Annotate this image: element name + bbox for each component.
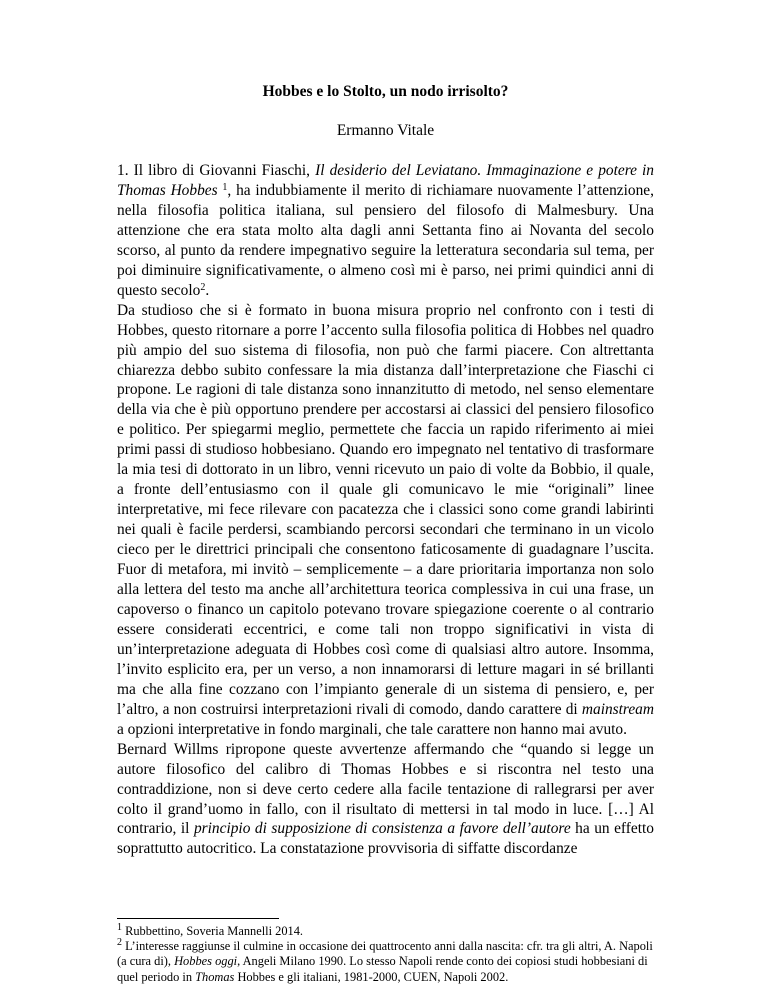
footnote-1-text: Rubbettino, Soveria Mannelli 2014. bbox=[122, 924, 304, 938]
footnote-2-italic-d: Thomas bbox=[195, 969, 235, 984]
footnote-2-text-c: , Angeli Milano 1990. Lo stesso Napoli rende conto dei copiosi studi hobbesiani di quel periodo in bbox=[117, 954, 648, 984]
paragraph-1-text-a: 1. Il libro di Giovanni Fiaschi, bbox=[117, 162, 316, 179]
author-name: Ermanno Vitale bbox=[336, 122, 435, 139]
paragraph-1-text-e: . bbox=[205, 281, 210, 299]
paragraph-2-text-end: a opzioni interpretative in fondo marginali, che tale carattere non hanno mai avuto. bbox=[117, 720, 627, 738]
paragraph-3-text-a: Bernard Willms ripropone queste avvertenze affermando che “quando si legge un autore filosofico del calibro di Thomas Hobbes e si riscontra nel testo una contraddizione, non si deve certo cedere alla facile tentazione di rallegrarsi per aver colto il grand’uomo in fallo, con il risultato di mettersi in tal modo in luce. […] Al contrario, il bbox=[117, 740, 654, 838]
paragraph-2-italic: mainstream bbox=[581, 700, 654, 718]
paragraph-2-text: Da studioso che si è formato in buona misura proprio nel confronto con i testi di Hobbes, questo ritornare a porre l’accento sulla filosofia politica di Hobbes nel quadro più ampio del suo sistema di filosofia, non può che farmi piacere. Con altrettanta chiarezza debbo subito confessare la mia distanza dall’interpretazione che Fiaschi ci propone. Le ragioni di tale distanza sono innanzitutto di metodo, nel senso elementare della via che è più opportuno prendere per accostarsi ai classici del pensiero filosofico e politico. Per spiegarmi meglio, permettete che faccia un rapido riferimento ai miei primi passi di studioso hobbesiano. Quando ero impegnato nel tentativo di trasformare la mia tesi di dottorato in un libro, venni ricevuto un paio di volte da Bobbio, il quale, a fronte dell’entusiasmo con il quale gli comunicavo le mie “originali” linee interpretative, mi fece rilevare con pacatezza che i classici sono come grandi labirinti nei quali è facile perdersi, scambiando percorsi secondari che terminano in un vicolo cieco per le direttrici principali che consentono faticosamente di guadagnare l’uscita. Fuor di metafora, mi invitò – semplicemente – a dare prioritaria importanza non solo alla lettera del testo ma anche all’architettura teorica complessiva in cui una frase, un capoverso o financo un capitolo potevano trovare spiegazione coerente o al contrario essere considerati eccentrici, e come tali non troppo significativi in vista di un’interpretazione adeguata di Hobbes così come di qualsiasi altro autore. Insomma, l’invito esplicito era, per un verso, a non innamorarsi di letture magari in sé brillanti ma che alla fine cozzano con l’impianto generale di un sistema di pensiero, e, per l’altro, a non costruirsi interpretazioni rivali di comodo, dando carattere di bbox=[117, 301, 654, 718]
footnote-ref-2[interactable]: 2 bbox=[200, 281, 206, 293]
book-title: Il desiderio del Leviatano. Immaginazione e potere in Thomas Hobbes bbox=[117, 162, 654, 199]
footnote-2 bbox=[117, 939, 654, 985]
paragraph-3-italic: principio di supposizione di consistenza a favore dell’autore bbox=[193, 820, 571, 838]
paragraph-3-text-c: ha un effetto soprattutto autocritico. La constatazione provvisoria di siffatte discordanze bbox=[117, 820, 654, 858]
footnotes bbox=[117, 924, 654, 985]
footnote-2-italic-b: Hobbes oggi bbox=[174, 954, 238, 969]
footnote-2-mark: 2 bbox=[117, 937, 122, 949]
document-title: Hobbes e lo Stolto, un nodo irrisolto? bbox=[262, 83, 509, 100]
footnote-separator bbox=[117, 918, 279, 919]
footnote-1-mark: 1 bbox=[117, 922, 122, 933]
footnote-2-text-a: L’interesse raggiunse il culmine in occasione dei quattrocento anni dalla nascita: cfr. tra gli altri, A. Napoli (a cura di), bbox=[117, 939, 653, 969]
footnote-ref-1[interactable]: 1 bbox=[222, 181, 228, 193]
paragraph-3 bbox=[117, 740, 654, 860]
paragraph-2 bbox=[117, 301, 654, 740]
footnote-1 bbox=[117, 924, 654, 939]
paragraph-1-text-d: , ha indubbiamente il merito di richiamare nuovamente l’attenzione, nella filosofia politica italiana, sul pensiero del filosofo di Malmesbury. Una attenzione che era stata molto alta dagli anni Settanta fino ai Novanta del secolo scorso, al punto da rendere impegnativo seguire la letteratura secondaria sul tema, per poi diminuire significativamente, o almeno così mi è parso, nei primi quindici anni di questo secolo bbox=[117, 181, 654, 299]
paragraph-1 bbox=[117, 161, 654, 301]
footnote-2-text-e: Hobbes e gli italiani, 1981-2000, CUEN, Napoli 2002. bbox=[234, 969, 509, 984]
document-body bbox=[117, 161, 654, 859]
